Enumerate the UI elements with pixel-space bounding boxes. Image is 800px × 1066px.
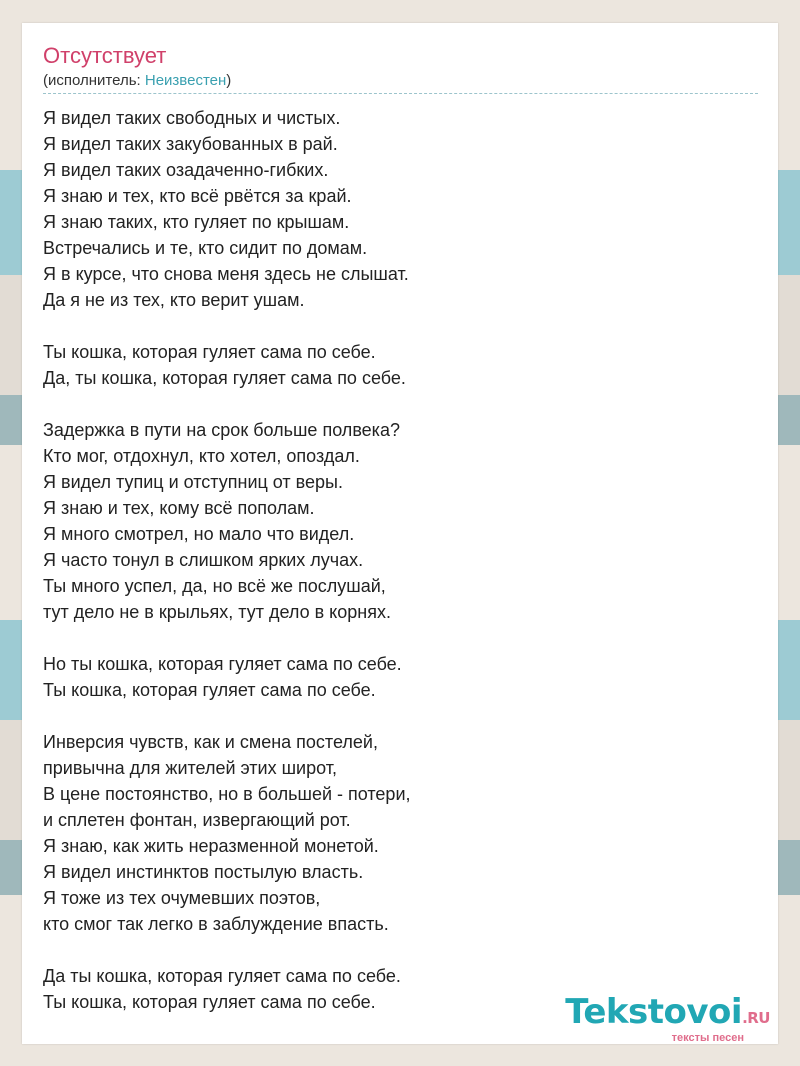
artist-prefix: (исполнитель:	[43, 72, 145, 89]
lyrics-stanza	[43, 651, 763, 703]
lyrics-line: Я знаю таких, кто гуляет по крышам.	[43, 212, 350, 232]
lyrics-line: Я часто тонул в слишком ярких лучах.	[43, 550, 364, 570]
lyrics-line: Я знаю и тех, кто всё рвётся за край.	[43, 186, 352, 206]
artist-suffix: )	[226, 72, 232, 89]
lyrics-line: Кто мог, отдохнул, кто хотел, опоздал.	[43, 446, 360, 466]
logo-wordmark	[565, 994, 770, 1036]
logo-tld: .RU	[742, 1009, 770, 1027]
header-divider	[43, 93, 758, 94]
lyrics-body	[43, 105, 763, 1041]
lyrics-line: В цене постоянство, но в большей - потери,	[43, 784, 411, 804]
lyrics-line: Ты много успел, да, но всё же послушай,	[43, 576, 386, 596]
lyrics-line: и сплетен фонтан, извергающий рот.	[43, 810, 351, 830]
lyrics-line: Ты кошка, которая гуляет сама по себе.	[43, 342, 376, 362]
lyrics-line: Я видел таких озадаченно-гибких.	[43, 160, 329, 180]
lyrics-line: Но ты кошка, которая гуляет сама по себе.	[43, 654, 402, 674]
lyrics-line: привычна для жителей этих широт,	[43, 758, 337, 778]
logo-tagline: тексты песен	[671, 1032, 744, 1044]
lyrics-line: Инверсия чувств, как и смена постелей,	[43, 732, 378, 752]
lyrics-line: Задержка в пути на срок больше полвека?	[43, 420, 400, 440]
lyrics-page	[22, 23, 778, 1044]
lyrics-stanza	[43, 417, 763, 625]
lyrics-stanza	[43, 105, 763, 313]
lyrics-line: Встречались и те, кто сидит по домам.	[43, 238, 368, 258]
artist-line	[43, 72, 231, 90]
lyrics-line: Я видел инстинктов постылую власть.	[43, 862, 364, 882]
lyrics-line: Да ты кошка, которая гуляет сама по себе.	[43, 966, 401, 986]
lyrics-stanza	[43, 729, 763, 937]
lyrics-line: Ты кошка, которая гуляет сама по себе.	[43, 992, 376, 1012]
artist-link[interactable]: Неизвестен	[144, 72, 227, 89]
lyrics-line: Да я не из тех, кто верит ушам.	[43, 290, 305, 310]
lyrics-line: Я знаю, как жить неразменной монетой.	[43, 836, 379, 856]
lyrics-line: Я много смотрел, но мало что видел.	[43, 524, 355, 544]
lyrics-line: Ты кошка, которая гуляет сама по себе.	[43, 680, 376, 700]
lyrics-line: Да, ты кошка, которая гуляет сама по себе.	[43, 368, 406, 388]
lyrics-line: Я в курсе, что снова меня здесь не слышат.	[43, 264, 409, 284]
lyrics-line: тут дело не в крыльях, тут дело в корнях.	[43, 602, 391, 622]
logo-name: Tekstovoi	[565, 992, 743, 1032]
lyrics-line: Я видел таких закубованных в рай.	[43, 134, 338, 154]
site-logo[interactable]	[565, 994, 770, 1044]
lyrics-line: Я видел тупиц и отступниц от веры.	[43, 472, 343, 492]
lyrics-line: Я знаю и тех, кому всё пополам.	[43, 498, 315, 518]
lyrics-line: Я тоже из тех очумевших поэтов,	[43, 888, 321, 908]
lyrics-line: Я видел таких свободных и чистых.	[43, 108, 341, 128]
lyrics-stanza	[43, 339, 763, 391]
song-title: Отсутствует	[43, 43, 167, 68]
lyrics-line: кто смог так легко в заблуждение впасть.	[43, 914, 389, 934]
